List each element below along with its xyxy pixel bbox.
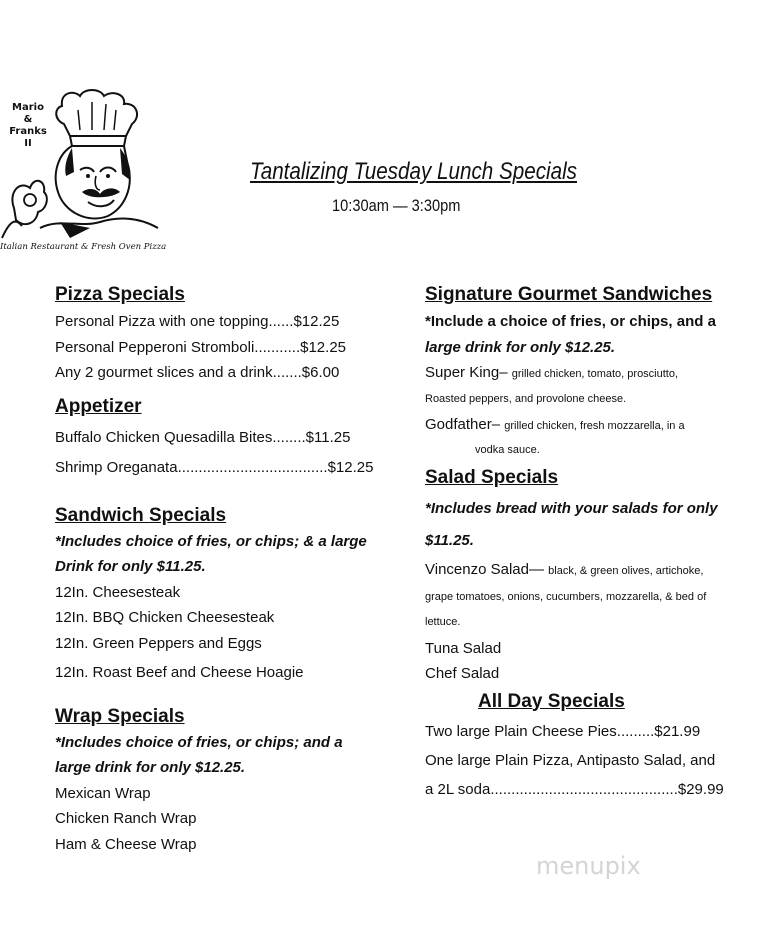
page-title: Tantalizing Tuesday Lunch Specials bbox=[250, 158, 578, 185]
section-note: *Include a choice of fries, or chips, and a bbox=[425, 313, 716, 330]
menu-item: Mexican Wrap bbox=[55, 784, 151, 802]
menu-item: Any 2 gourmet slices and a drink.......$6.00 bbox=[55, 364, 340, 381]
item-name: Vincenzo Salad— bbox=[425, 561, 544, 578]
section-title: Salad Specials bbox=[425, 467, 559, 488]
section-title: Pizza Specials bbox=[55, 284, 185, 305]
right-column bbox=[425, 284, 755, 804]
menu-item: 12In. BBQ Chicken Cheesesteak bbox=[55, 609, 275, 626]
signature-section bbox=[425, 284, 755, 461]
menu-item: Buffalo Chicken Quesadilla Bites........$11.25 bbox=[55, 428, 351, 446]
menu-item: a 2L soda.............................................$29.99 bbox=[425, 780, 724, 798]
menu-item-godfather bbox=[425, 412, 755, 440]
item-name: Godfather– bbox=[425, 415, 501, 433]
section-title: Signature Gourmet Sandwiches bbox=[425, 284, 713, 305]
appetizer-section bbox=[55, 396, 395, 483]
menu-item: Personal Pizza with one topping......$12.25 bbox=[55, 313, 340, 330]
menu-item: One large Plain Pizza, Antipasto Salad, and bbox=[425, 751, 716, 769]
menu-item: Ham & Cheese Wrap bbox=[55, 835, 197, 853]
section-title: Appetizer bbox=[55, 395, 142, 417]
section-note: large drink for only $12.25. bbox=[425, 338, 616, 356]
section-note: *Includes bread with your salads for only $11.25. bbox=[425, 500, 718, 549]
item-desc: lettuce. bbox=[425, 616, 461, 628]
section-title: All Day Specials bbox=[478, 690, 625, 712]
sandwich-section bbox=[55, 505, 395, 686]
section-note: *Includes choice of fries, or chips; & a large Drink for only $11.25. bbox=[55, 532, 367, 575]
item-name: Super King– bbox=[425, 364, 508, 381]
section-title: Sandwich Specials bbox=[55, 504, 227, 526]
logo-name: Mario & Franks II bbox=[9, 102, 47, 149]
wrap-section bbox=[55, 706, 395, 858]
menu-item: Personal Pepperoni Stromboli...........$12.25 bbox=[55, 338, 346, 356]
pizza-section bbox=[55, 284, 395, 386]
item-desc: black, & green olives, artichoke, bbox=[548, 565, 704, 577]
menu-item: Shrimp Oreganata....................................$12.25 bbox=[55, 458, 374, 476]
hours: 10:30am — 3:30pm bbox=[332, 196, 461, 215]
watermark: menupix bbox=[536, 852, 641, 880]
menu-item-vincenzo bbox=[425, 557, 755, 585]
menu-item: Chicken Ranch Wrap bbox=[55, 810, 197, 827]
menu-item: Two large Plain Cheese Pies.........$21.99 bbox=[425, 722, 701, 740]
menu-item: Chef Salad bbox=[425, 665, 500, 682]
section-title: Wrap Specials bbox=[55, 705, 185, 727]
menu-item: 12In. Cheesesteak bbox=[55, 583, 181, 601]
item-desc: grape tomatoes, onions, cucumbers, mozzarella, & bed of bbox=[425, 590, 707, 603]
salad-section bbox=[425, 467, 755, 687]
item-desc: vodka sauce. bbox=[475, 444, 540, 456]
item-desc: Roasted peppers, and provolone cheese. bbox=[425, 392, 627, 405]
menu-item: Tuna Salad bbox=[425, 639, 502, 657]
item-desc: grilled chicken, tomato, prosciutto, bbox=[511, 368, 679, 380]
menu-item-super-king bbox=[425, 360, 755, 388]
item-desc: grilled chicken, fresh mozzarella, in a bbox=[504, 419, 685, 432]
allday-section bbox=[425, 691, 755, 804]
left-column bbox=[55, 284, 395, 857]
menu-item: 12In. Roast Beef and Cheese Hoagie bbox=[55, 664, 304, 681]
section-note: *Includes choice of fries, or chips; and a large drink for only $12.25. bbox=[55, 733, 343, 776]
logo-tagline: Italian Restaurant & Fresh Oven Pizza bbox=[0, 242, 167, 252]
menu-item: 12In. Green Peppers and Eggs bbox=[55, 634, 262, 652]
